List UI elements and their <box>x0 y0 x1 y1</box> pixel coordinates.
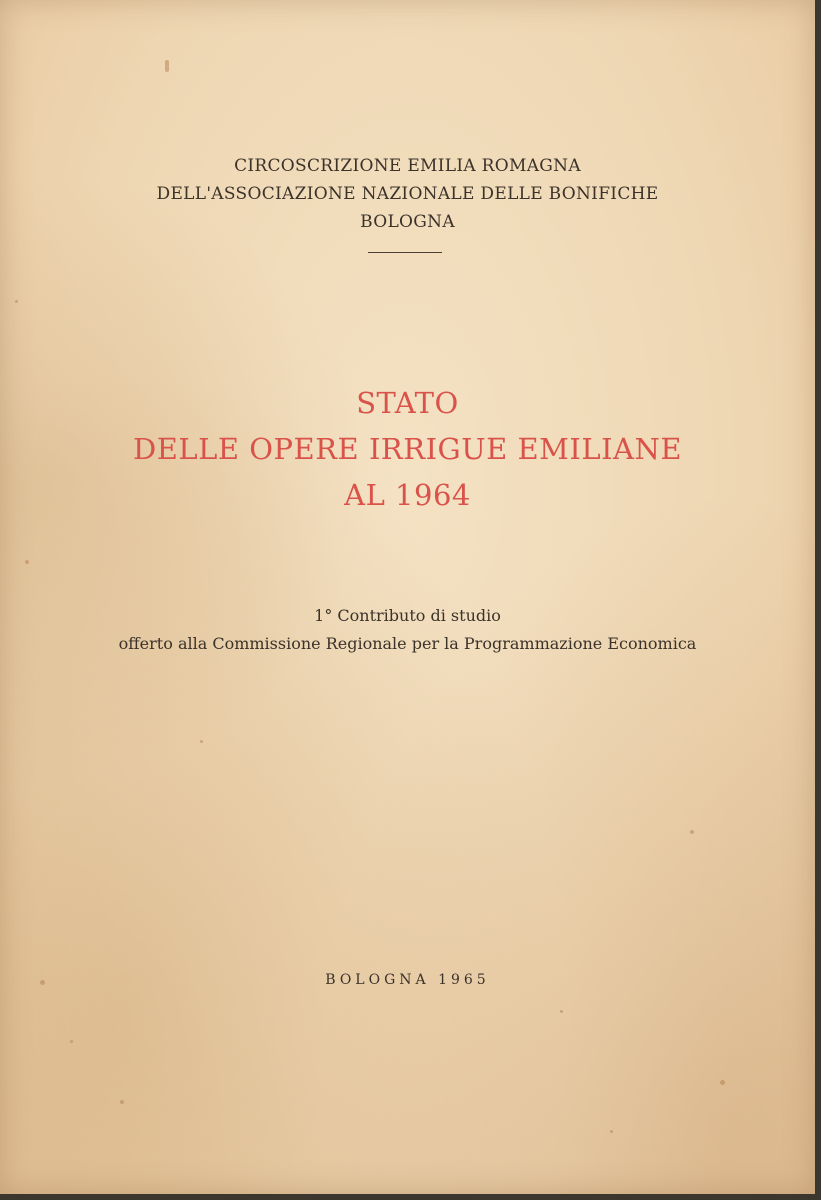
cover-edge-bottom <box>0 1194 821 1200</box>
paper-stain <box>15 300 18 303</box>
imprint: BOLOGNA 1965 <box>325 972 490 988</box>
paper-stain <box>165 60 169 72</box>
header-divider <box>368 252 442 253</box>
title-line-2: DELLE OPERE IRRIGUE EMILIANE <box>132 432 683 466</box>
document-title <box>0 380 815 518</box>
paper-stain <box>560 1010 563 1013</box>
publisher-line-3: BOLOGNA <box>360 212 455 232</box>
paper-stain <box>610 1130 613 1133</box>
publisher-header <box>0 152 815 236</box>
paper-stain <box>70 1040 73 1043</box>
title-line-3: AL 1964 <box>344 478 471 512</box>
publisher-line-1: CIRCOSCRIZIONE EMILIA ROMAGNA <box>234 156 581 176</box>
paper-stain <box>200 740 203 743</box>
subtitle-line-1: 1° Contributo di studio <box>314 606 501 625</box>
title-line-1: STATO <box>356 386 459 420</box>
paper-stain <box>720 1080 725 1085</box>
publisher-line-2: DELL'ASSOCIAZIONE NAZIONALE DELLE BONIFICHE <box>156 184 659 204</box>
paper-stain <box>25 560 29 564</box>
paper-stain <box>690 830 694 834</box>
paper-stain <box>120 1100 124 1104</box>
cover-edge-right <box>815 0 821 1200</box>
subtitle-line-2: offerto alla Commissione Regionale per la Programmazione Economica <box>118 634 697 653</box>
document-subtitle <box>0 602 815 658</box>
